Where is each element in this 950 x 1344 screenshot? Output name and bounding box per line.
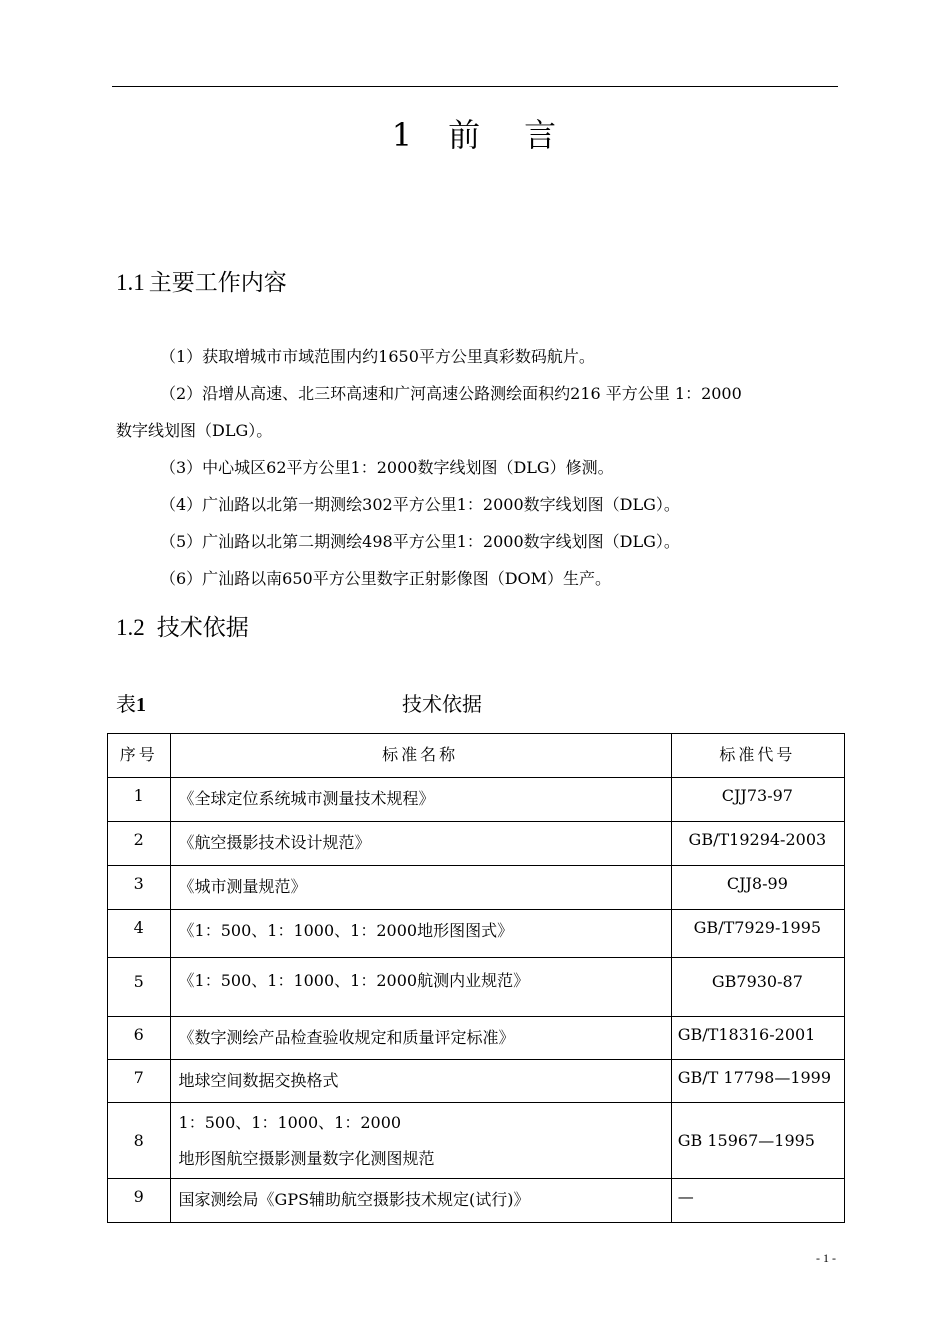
section-number: 1.1 xyxy=(116,270,145,295)
table-row xyxy=(108,778,845,822)
chapter-title xyxy=(0,110,950,156)
header-rule xyxy=(112,86,838,87)
table-row xyxy=(108,910,845,958)
row-no: 6 xyxy=(108,1017,171,1060)
row-name-line-1: 1：500、1：1000、1：2000 xyxy=(178,1113,402,1132)
table-row xyxy=(108,958,845,1017)
table-title: 技术依据 xyxy=(402,692,482,716)
page-number: - 1 - xyxy=(816,1251,836,1265)
row-code: GB/T7929-1995 xyxy=(671,910,844,958)
section-heading-1-1 xyxy=(116,264,287,297)
table-row xyxy=(108,1060,845,1103)
list-item: （1）获取增城市市域范围内约1650平方公里真彩数码航片。 xyxy=(160,347,595,366)
row-name: 国家测绘局《GPS辅助航空摄影技术规定(试行)》 xyxy=(170,1179,671,1223)
table-row xyxy=(108,1179,845,1223)
row-code: GB 15967—1995 xyxy=(671,1103,844,1179)
row-no: 7 xyxy=(108,1060,171,1103)
row-name: 《航空摄影技术设计规范》 xyxy=(170,822,671,866)
list-item: （5）广汕路以北第二期测绘498平方公里1：2000数字线划图（DLG）。 xyxy=(160,532,680,551)
section-number: 1.2 xyxy=(116,615,145,640)
row-code: CJJ73-97 xyxy=(671,778,844,822)
row-name xyxy=(170,1103,671,1179)
row-code: GB/T 17798—1999 xyxy=(671,1060,844,1103)
row-no: 4 xyxy=(108,910,171,958)
table-label-text: 表 xyxy=(116,692,136,716)
section-heading-1-2 xyxy=(116,609,249,642)
list-item: （4）广汕路以北第一期测绘302平方公里1：2000数字线划图（DLG）。 xyxy=(160,495,680,514)
list-item-continuation: 数字线划图（DLG）。 xyxy=(116,421,273,440)
row-name-line-2: 地形图航空摄影测量数字化测图规范 xyxy=(178,1149,435,1168)
table-row xyxy=(108,866,845,910)
row-no: 2 xyxy=(108,822,171,866)
standards-table xyxy=(107,733,845,1223)
section-title: 技术依据 xyxy=(156,615,249,641)
row-name: 地球空间数据交换格式 xyxy=(170,1060,671,1103)
table-row xyxy=(108,822,845,866)
row-code: GB7930-87 xyxy=(671,958,844,1017)
header-name: 标准名称 xyxy=(170,734,671,778)
list-item: （3）中心城区62平方公里1：2000数字线划图（DLG）修测。 xyxy=(160,458,614,477)
row-code: — xyxy=(671,1179,844,1223)
table-header-row xyxy=(108,734,845,778)
chapter-word-2: 言 xyxy=(524,116,559,154)
section-title: 主要工作内容 xyxy=(148,270,287,296)
row-no: 1 xyxy=(108,778,171,822)
row-no: 9 xyxy=(108,1179,171,1223)
work-content-list xyxy=(116,338,838,597)
row-name: 《1：500、1：1000、1：2000航测内业规范》 xyxy=(170,958,671,1017)
row-no: 8 xyxy=(108,1103,171,1179)
chapter-number: 1 xyxy=(391,116,415,154)
header-code: 标准代号 xyxy=(671,734,844,778)
table-row xyxy=(108,1103,845,1179)
table-label-number: 1 xyxy=(136,694,146,716)
row-no: 5 xyxy=(108,958,171,1017)
row-name: 《城市测量规范》 xyxy=(170,866,671,910)
row-no: 3 xyxy=(108,866,171,910)
list-item: （6）广汕路以南650平方公里数字正射影像图（DOM）生产。 xyxy=(160,569,612,588)
row-name: 《1：500、1：1000、1：2000地形图图式》 xyxy=(170,910,671,958)
row-name: 《数字测绘产品检查验收规定和质量评定标准》 xyxy=(170,1017,671,1060)
header-no: 序号 xyxy=(108,734,171,778)
chapter-word-1: 前 xyxy=(448,116,483,154)
row-name: 《全球定位系统城市测量技术规程》 xyxy=(170,778,671,822)
table-row xyxy=(108,1017,845,1060)
table-label xyxy=(116,688,146,717)
row-code: CJJ8-99 xyxy=(671,866,844,910)
row-code: GB/T18316-2001 xyxy=(671,1017,844,1060)
list-item: （2）沿增从高速、北三环高速和广河高速公路测绘面积约216 平方公里 1：2000 xyxy=(160,384,742,403)
row-code: GB/T19294-2003 xyxy=(671,822,844,866)
